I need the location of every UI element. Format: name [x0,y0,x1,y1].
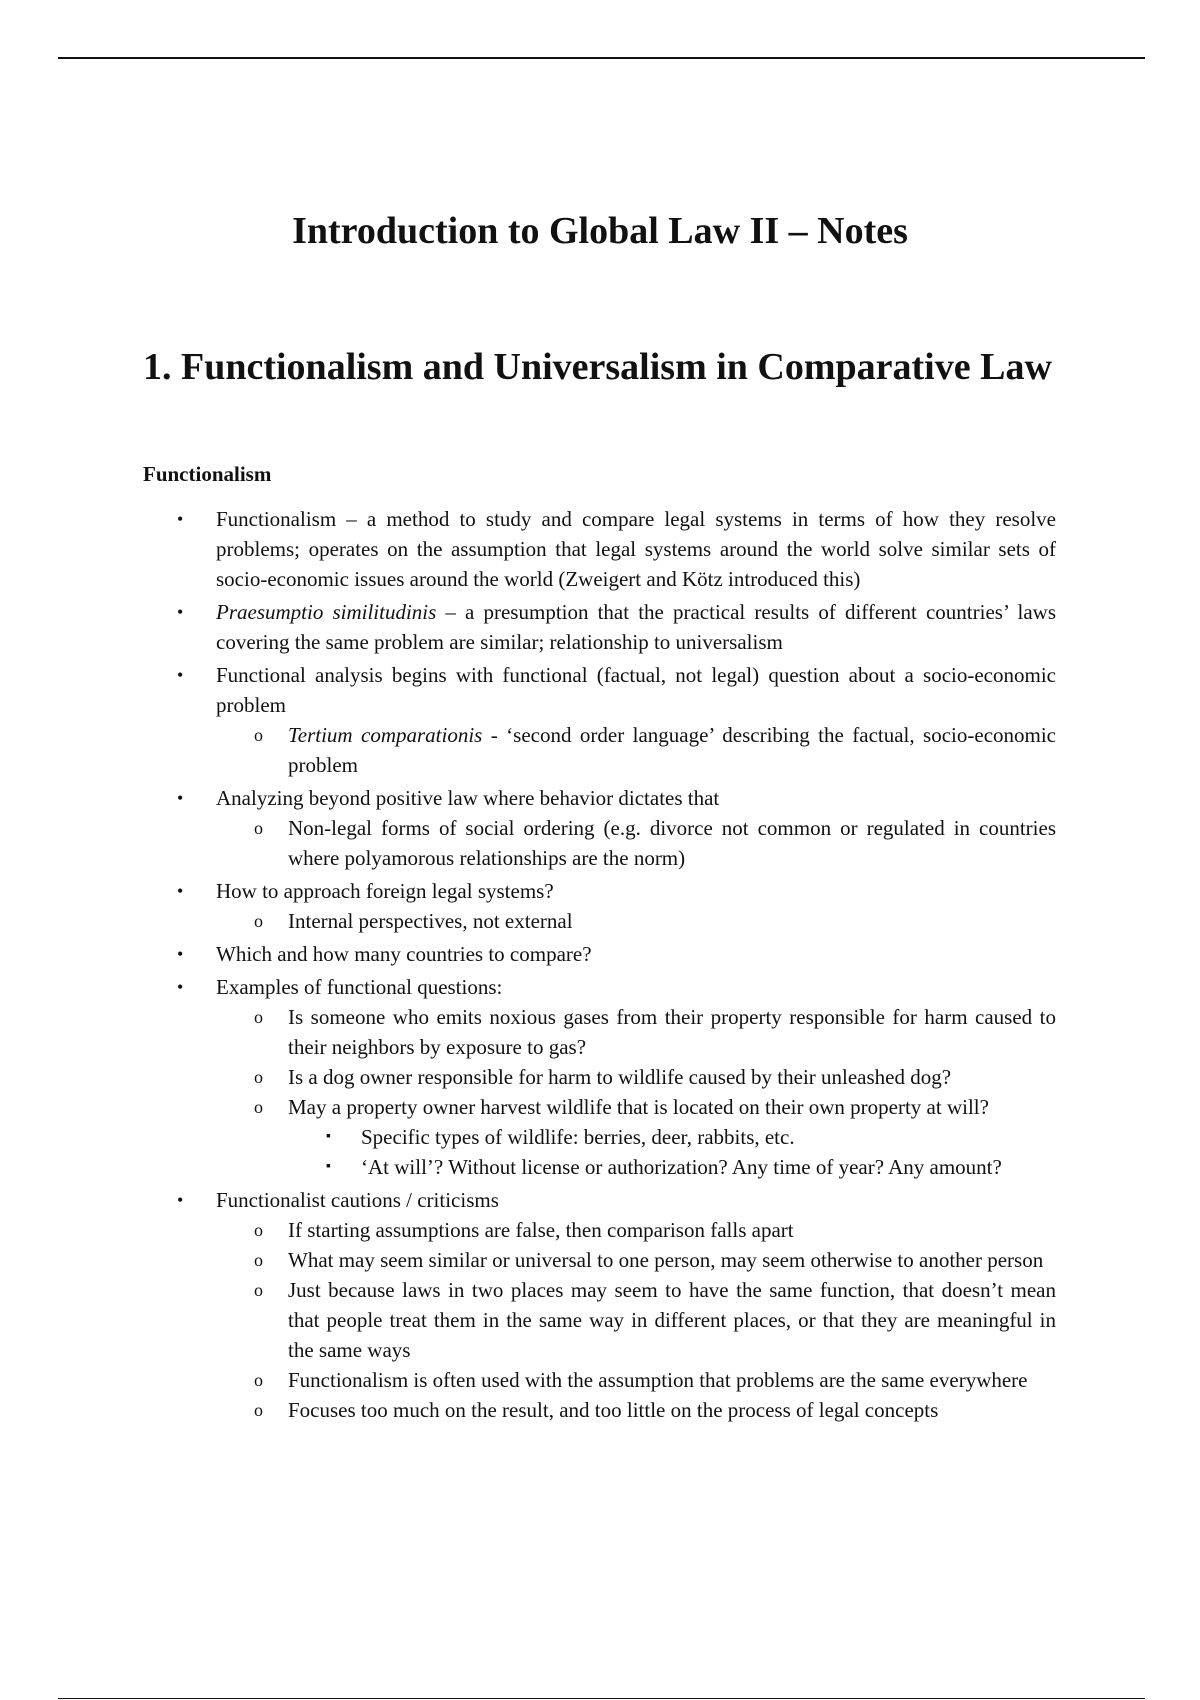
sub-list-item [216,1002,1056,1062]
sub-sub-list-item-text: ‘At will’? Without license or authorization? Any time of year? Any amount? [361,1155,1002,1179]
bullet-marker: • [177,944,184,964]
list-item [143,1185,1056,1425]
sub-bullet-marker: o [254,911,263,931]
square-bullet-marker: ▪ [326,1159,331,1174]
sub-bullet-marker: o [254,1400,263,1420]
sub-list [216,720,1056,780]
sub-list-item [216,1275,1056,1365]
bottom-rule [58,1698,1145,1699]
sub-sub-list-item [216,1122,1056,1152]
sub-bullet-marker: o [254,725,263,745]
sub-sub-list-item [216,1152,1056,1182]
list-item [143,876,1056,936]
document-title: Introduction to Global Law II – Notes [292,210,908,252]
sub-list-item [216,720,1056,780]
sub-bullet-marker: o [254,1067,263,1087]
bullet-marker: • [177,509,184,529]
sub-sub-list-item-text: Specific types of wildlife: berries, deer, rabbits, etc. [361,1125,795,1149]
sub-list-item-text: Internal perspectives, not external [288,909,573,933]
sub-bullet-marker: o [254,1280,263,1300]
sub-list-item-text: - ‘second order language’ describing the factual, socio-economic problem [288,723,1057,777]
list-item [143,660,1056,780]
sub-bullet-marker: o [254,818,263,838]
latin-term: Tertium comparationis [288,723,483,747]
list-item-text: How to approach foreign legal systems? [216,879,554,903]
sub-list-item [216,1215,1056,1245]
sub-list-item [216,813,1056,873]
list-item-text: Analyzing beyond positive law where behavior dictates that [216,786,720,810]
sub-list-item-text: If starting assumptions are false, then comparison falls apart [288,1218,794,1242]
sub-list [216,1002,1056,1122]
square-bullet-marker: ▪ [326,1129,331,1144]
sub-list [216,906,1056,936]
latin-term: Praesumptio similitudinis [216,600,437,624]
subsection-heading: Functionalism [143,462,272,486]
bullet-marker: • [177,1190,184,1210]
notes-list [143,504,1056,1428]
list-item [143,972,1056,1182]
sub-list-item [216,1092,1056,1122]
list-item-text: – a presumption that the practical results of different countries’ laws covering the same problem are similar; relationship to universalism [216,600,1057,654]
sub-list-item [216,906,1056,936]
sub-list-item-text: What may seem similar or universal to one person, may seem otherwise to another person [288,1248,1044,1272]
top-rule [58,57,1145,59]
sub-list-item-text: Is a dog owner responsible for harm to wildlife caused by their unleashed dog? [288,1065,952,1089]
list-item-text: Which and how many countries to compare? [216,942,592,966]
sub-bullet-marker: o [254,1370,263,1390]
sub-list-item-text: May a property owner harvest wildlife that is located on their own property at will? [288,1095,989,1119]
bullet-marker: • [177,665,184,685]
sub-list-item-text: Is someone who emits noxious gases from their property responsible for harm caused to their neighbors by exposure to gas? [288,1005,1056,1059]
list-item [143,597,1056,657]
sub-sub-list [216,1122,1056,1182]
list-item [143,783,1056,873]
sub-bullet-marker: o [254,1007,263,1027]
list-item-text: Functionalist cautions / criticisms [216,1188,499,1212]
sub-list-item-text: Just because laws in two places may seem to have the same function, that doesn’t mean that people treat them in the same way in different places, or that they are meaningful in the same ways [288,1278,1056,1362]
bullet-marker: • [177,881,184,901]
list-item-text: Examples of functional questions: [216,975,503,999]
sub-list-item [216,1395,1056,1425]
sub-list [216,1215,1056,1425]
list-item-text: Functional analysis begins with functional (factual, not legal) question about a socio-economic problem [216,663,1056,717]
sub-list-item-text: Functionalism is often used with the assumption that problems are the same everywhere [288,1368,1028,1392]
sub-list-item [216,1245,1056,1275]
sub-bullet-marker: o [254,1220,263,1240]
list-item [143,939,1056,969]
bullet-marker: • [177,977,184,997]
sub-list [216,813,1056,873]
sub-bullet-marker: o [254,1097,263,1117]
list-item-text: Functionalism – a method to study and compare legal systems in terms of how they resolve problems; operates on the assumption that legal systems around the world solve similar sets of socio-economic issues around the world (Zweigert and Kötz introduced this) [216,507,1056,591]
sub-bullet-marker: o [254,1250,263,1270]
sub-list-item-text: Focuses too much on the result, and too little on the process of legal concepts [288,1398,939,1422]
sub-list-item-text: Non-legal forms of social ordering (e.g. divorce not common or regulated in countries where polyamorous relationships are the norm) [288,816,1056,870]
bullet-marker: • [177,788,184,808]
sub-list-item [216,1365,1056,1395]
sub-list-item [216,1062,1056,1092]
section-heading: 1. Functionalism and Universalism in Comparative Law [143,346,1052,388]
bullet-marker: • [177,602,184,622]
list-item [143,504,1056,594]
